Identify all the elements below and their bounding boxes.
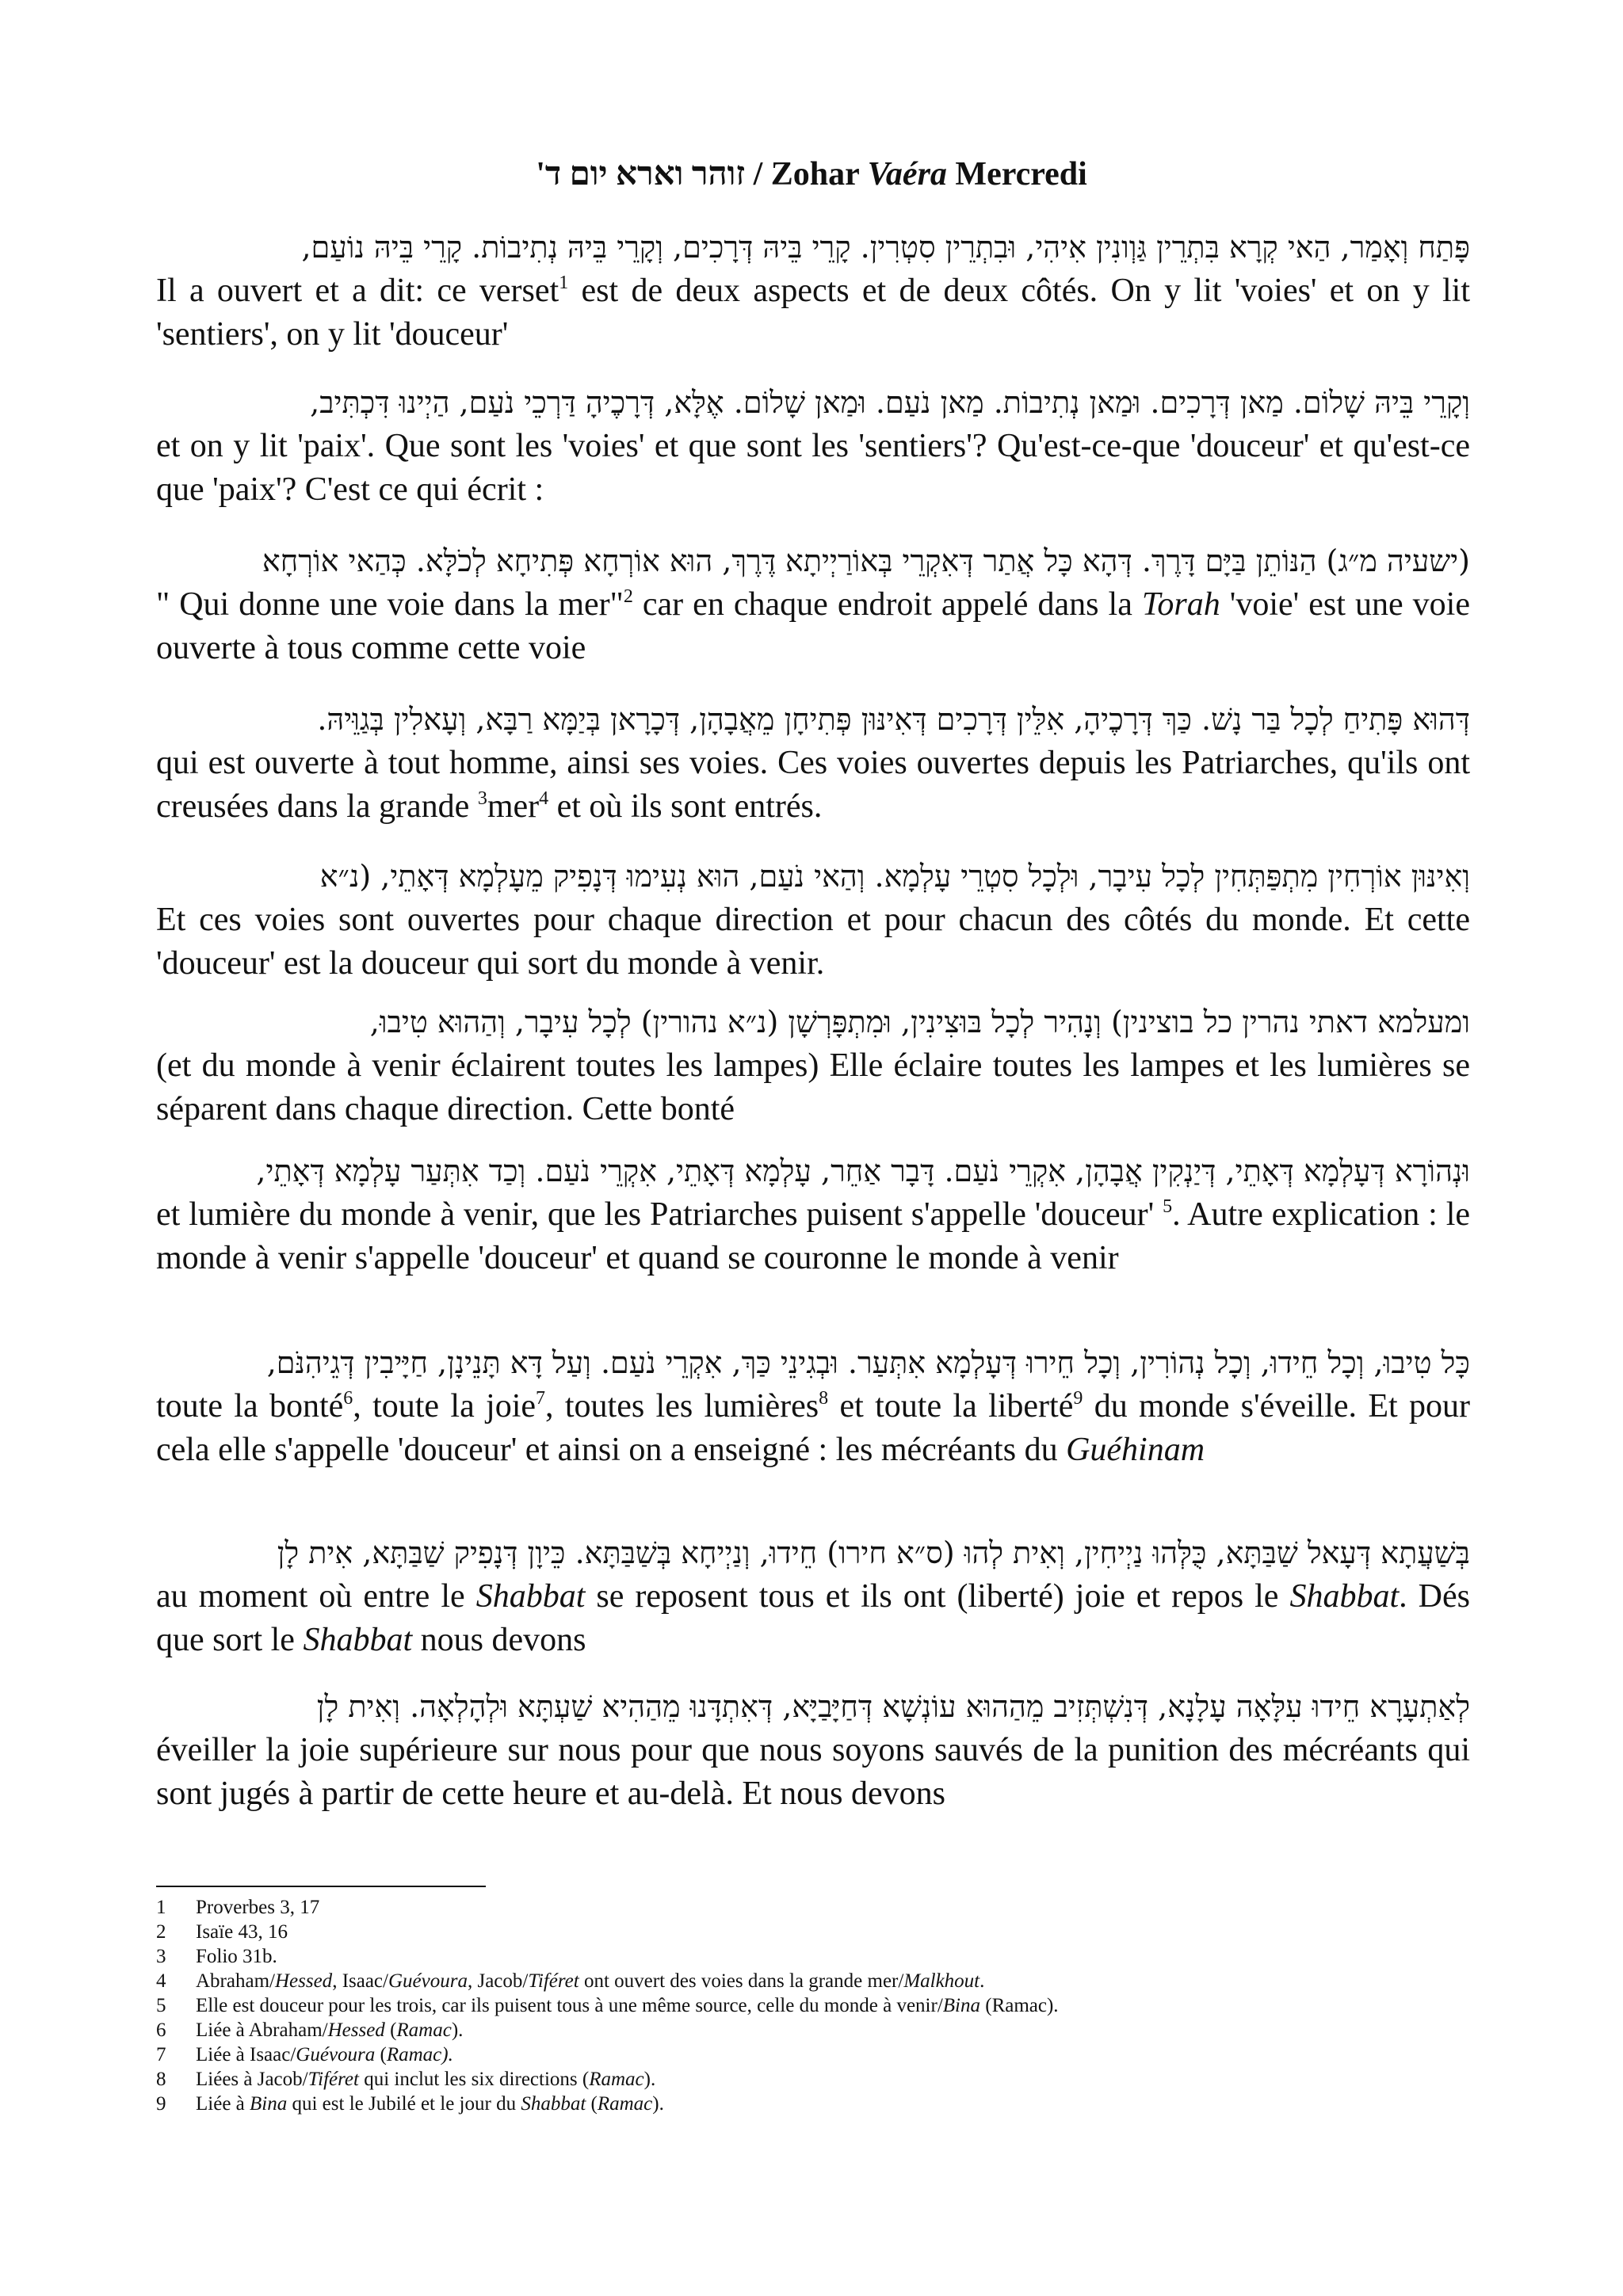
text-run: et toute la liberté (828, 1388, 1074, 1425)
text-run: Liée à Isaac/ (196, 2044, 296, 2065)
french-paragraph (156, 583, 1470, 670)
text-run: , toute la joie (353, 1388, 537, 1425)
italic-term: Shabbat (303, 1622, 413, 1658)
italic-term: Torah (1141, 586, 1220, 623)
italic-term: Bina (942, 1995, 980, 2016)
hebrew-line: כָּל טִיבוּ, וְכָל חֵידוּ, וְכָל נְהוֹרִין, וְכָל חֵירוּ דְּעָלְמָא אִתְּעַר. וּבְגִינֵי כַּךְ, אִקְרֵי נֹעַם. וְעַל דָּא תָּנֵינָן, חַיָּיבִין דְּגֵיהִנֹּם, (266, 1345, 1470, 1380)
footnote (156, 2042, 1470, 2067)
text-run: , Jacob/ (467, 1970, 529, 1992)
footnote (156, 1944, 1470, 1969)
footnote-ref[interactable]: 7 (536, 1388, 546, 1409)
text-run: , Isaac/ (332, 1970, 388, 1992)
text-run: ). (451, 2019, 464, 2041)
footnote-ref[interactable]: 5 (1163, 1196, 1173, 1217)
french-paragraph (156, 1193, 1470, 1280)
text-run: Isaïe 43, 16 (196, 1921, 288, 1943)
section-4 (156, 697, 1470, 829)
footnote (156, 1920, 1470, 1944)
footnote (156, 1895, 1470, 1920)
italic-term: Shabbat (475, 1578, 586, 1615)
footnote-text (196, 2042, 453, 2067)
text-run: se reposent tous et ils ont (liberté) joie et repos le (585, 1578, 1290, 1615)
footnote (156, 1993, 1470, 2018)
french-paragraph (156, 742, 1470, 829)
text-run: car en chaque endroit appelé dans la (632, 586, 1142, 623)
italic-term: Ramac). (386, 2044, 453, 2065)
text-run: Proverbes 3, 17 (196, 1897, 320, 1918)
title-prefix: Zohar (770, 156, 868, 193)
title-suffix: Mercredi (946, 156, 1087, 193)
italic-term: Hessed (327, 2019, 385, 2041)
text-run: éveiller la joie supérieure sur nous pour que nous soyons sauvés de la punition des mécréants qui sont jugés à partir de cette heure et au-delà. Et nous devons (156, 1732, 1470, 1812)
text-run: est de deux aspects et de deux côtés. On y lit 'voies' et on y lit 'sentiers', on y lit 'douceur' (156, 273, 1470, 353)
text-run: Folio 31b. (196, 1946, 277, 1967)
text-run: au moment où entre le (156, 1578, 476, 1615)
text-run: qui inclut les six directions ( (358, 2069, 590, 2090)
text-run: Liée à Abraham/ (196, 2019, 328, 2041)
text-run: ). (643, 2069, 656, 2090)
text-run: . (980, 1970, 985, 1992)
section-1 (156, 225, 1470, 357)
footnote-number: 9 (156, 2093, 166, 2115)
footnotes (156, 1895, 1470, 2116)
french-paragraph (156, 269, 1470, 357)
italic-term: Hessed (274, 1970, 333, 1992)
footnote-separator (156, 1886, 486, 1887)
text-run: qui est le Jubilé et le jour du (287, 2093, 521, 2115)
footnote-number: 5 (156, 1995, 166, 2016)
footnote-text (196, 1969, 984, 1993)
section-8 (156, 1341, 1470, 1472)
italic-term: Shabbat (1289, 1578, 1400, 1615)
text-run: 'voie' est une voie ouverte à tous comme cette voie (156, 586, 1470, 666)
text-run: (et du monde à venir éclairent toutes les lampes) Elle éclaire toutes les lampes et les lumières se séparent dans chaque direction. Cette bonté (156, 1047, 1470, 1127)
footnote-text (196, 1944, 277, 1969)
hebrew-line: לְאַתְעָרָא חֵידוּ עִלָּאָה עָלָנָא, דְּנִשְׁתְּזִיב מֵהַהוּא עוֹנְשָׁא דְּחַיָּבַיָּא, דְּאִתְדָּנוּ מֵהַהִיא שַׁעְתָּא וּלְהָלְאָה. וְאִית לָן (316, 1689, 1470, 1724)
footnote-text (196, 1993, 1059, 2018)
title-hebrew: זוהר וארא יום ד' (536, 156, 746, 193)
hebrew-line: (ישעיה מ״ג) הַנּוֹתֵן בַּיָּם דָּרֶךְ. דְּהָא כָּל אֲתַר דְּאִקְרֵי בְּאוֹרַיְיתָא דֶּרֶךְ, הוּא אוֹרְחָא פְּתִיחָא לְכֹלָּא. כְּהַאי אוֹרְחָא (262, 543, 1470, 578)
text-run: toute la bonté (156, 1388, 344, 1425)
footnote-number: 4 (156, 1970, 166, 1992)
footnote-text (196, 2092, 664, 2116)
text-run: qui est ouverte à tout homme, ainsi ses voies. Ces voies ouvertes depuis les Patriarches, qu'ils ont creusées dans la grande (156, 745, 1470, 825)
footnote-number: 2 (156, 1921, 166, 1943)
text-run: et lumière du monde à venir, que les Patriarches puisent s'appelle 'douceur' (156, 1196, 1163, 1233)
french-paragraph (156, 1385, 1470, 1472)
text-run: et où ils sont entrés. (548, 788, 823, 825)
italic-term: Ramac (396, 2019, 452, 2041)
footnote (156, 1969, 1470, 1993)
footnote (156, 2067, 1470, 2092)
italic-term: Ramac (589, 2069, 644, 2090)
italic-term: Guévoura (388, 1970, 468, 1992)
footnote (156, 2092, 1470, 2116)
footnote-text (196, 1895, 319, 1920)
hebrew-line: פָּתַח וְאָמַר, הַאי קְרָא בִּתְרֵין גַּוְונִין אִיהִי, וּבִתְרֵין סִטְרִין. קָרֵי בֵּיהּ דְּרָכִים, וְקָרֵי בֵּיהּ נְתִיבוֹת. קָרֵי בֵּיהּ נוֹעַם, (301, 230, 1470, 265)
footnote-ref[interactable]: 1 (559, 273, 569, 293)
text-run: Il a ouvert et a dit: ce verset (156, 273, 559, 309)
french-paragraph (156, 1044, 1470, 1131)
footnote (156, 2018, 1470, 2042)
footnote-text (196, 2067, 655, 2092)
footnote-ref[interactable]: 2 (623, 586, 633, 607)
italic-term: Guévoura (296, 2044, 376, 2065)
section-7 (156, 1149, 1470, 1280)
section-2 (156, 380, 1470, 512)
footnote-ref[interactable]: 3 (477, 788, 487, 809)
italic-term: Bina (250, 2093, 288, 2115)
hebrew-line: ומעלמא דאתי נהרין כל בוצינין) וְנָהִיר לְכָל בּוּצִינִין, וּמִתְפָּרְשָׁן (נ״א נהורין) לְכָל עִיבָר, וְהַהוּא טִיבוּ, (369, 1005, 1470, 1039)
title-italic: Vaéra (867, 156, 947, 193)
french-paragraph (156, 425, 1470, 512)
french-paragraph (156, 1729, 1470, 1816)
footnote-text (196, 1920, 288, 1944)
text-run: Elle est douceur pour les trois, car ils puisent tous à une même source, celle du monde à venir/ (196, 1995, 943, 2016)
section-5 (156, 854, 1470, 986)
section-9 (156, 1531, 1470, 1662)
text-run: nous devons (412, 1622, 586, 1658)
hebrew-line: וְקָרֵי בֵּיהּ שָׁלוֹם. מַאן דְּרָכִים. וּמַאן נְתִיבוֹת. מַאן נֹעַם. וּמַאן שָׁלוֹם. אֶלָּא, דְּרָכֶיהָ דַּרְכֵי נֹעַם, הַיְינוּ דִּכְתִּיב, (310, 385, 1470, 420)
italic-term: Guéhinam (1066, 1432, 1205, 1468)
text-run: ( (375, 2044, 387, 2065)
footnote-ref[interactable]: 8 (819, 1388, 829, 1409)
text-run: . Autre explication : le monde à venir s'appelle 'douceur' et quand se couronne le monde à venir (156, 1196, 1471, 1276)
text-run: ( (384, 2019, 397, 2041)
text-run: ). (652, 2093, 664, 2115)
footnote-text (196, 2018, 463, 2042)
text-run: du monde s'éveille. Et pour cela elle s'appelle 'douceur' et ainsi on a enseigné : les mécréants du (156, 1388, 1470, 1468)
french-paragraph (156, 898, 1470, 986)
hebrew-line: וּנְהוֹרָא דְּעָלְמָא דְּאָתֵי, דְּיַנְקִין אֲבָהָן, אִקְרֵי נֹעַם. דָּבָר אַחֵר, עָלְמָא דְּאָתֵי, אִקְרֵי נֹעַם. וְכַד אִתְּעַר עָלְמָא דְּאָתֵי, (256, 1154, 1470, 1188)
text-run: Liée à (196, 2093, 250, 2115)
italic-term: Ramac (597, 2093, 653, 2115)
page-title (0, 155, 1623, 193)
footnote-number: 8 (156, 2069, 166, 2090)
footnote-ref[interactable]: 4 (539, 788, 549, 809)
text-run: ( (586, 2093, 598, 2115)
footnote-number: 1 (156, 1897, 166, 1918)
hebrew-line: דְּהוּא פָּתִיחַ לְכָל בַּר נָשׁ. כַּךְ דְּרָכֶיהָ, אִלֵּין דְּרָכִים דְּאִינּוּן פְּתִיחָן מֵאֲבָהָן, דְּכָרָאן בְּיַמָּא רַבָּא, וְעָאלִין בְּגַוֵּיהּ. (317, 702, 1470, 737)
text-run: Abraham/ (196, 1970, 275, 1992)
footnote-ref[interactable]: 9 (1073, 1388, 1083, 1409)
text-run: . Dés que sort le (156, 1578, 1470, 1658)
italic-term: Shabbat (521, 2093, 586, 2115)
text-run: Liées à Jacob/ (196, 2069, 308, 2090)
text-run: et on y lit 'paix'. Que sont les 'voies' et que sont les 'sentiers'? Qu'est-ce-que 'douceur' et qu'est-ce que 'paix'? C'est ce qui écrit : (156, 428, 1470, 508)
italic-term: Tiféret (307, 2069, 359, 2090)
footnote-number: 7 (156, 2044, 166, 2065)
italic-term: Malkhout (903, 1970, 980, 1992)
section-3 (156, 539, 1470, 670)
title-separator: / (745, 156, 771, 193)
text-run: ont ouvert des voies dans la grande mer/ (579, 1970, 904, 1992)
text-run: Et ces voies sont ouvertes pour chaque direction et pour chacun des côtés du monde. Et cette 'douceur' est la douceur qui sort du monde à venir. (156, 902, 1470, 982)
footnote-ref[interactable]: 6 (343, 1388, 353, 1409)
section-10 (156, 1684, 1470, 1816)
text-run: (Ramac). (980, 1995, 1059, 2016)
text-run: " Qui donne une voie dans la mer" (156, 586, 624, 623)
section-6 (156, 1000, 1470, 1131)
french-paragraph (156, 1575, 1470, 1662)
italic-term: Tiféret (528, 1970, 579, 1992)
hebrew-line: וְאִינּוּן אוֹרְחִין מִתְפַּתְּחִין לְכָל עִיבָר, וּלְכָל סִטְרֵי עָלְמָא. וְהַאי נֹעַם, הוּא נְעִימוּ דְּנָפִיק מֵעָלְמָא דְּאָתֵי, (נ״א (319, 859, 1470, 894)
hebrew-line: בְּשַׁעֲתָא דְּעָאל שַׁבַּתָּא, כֻּלְּהוּ נַיְיחִין, וְאִית לְהוּ (ס״א חירו) חֵידוּ, וְנַיְיחָא בְּשַׁבַּתָּא. כֵּיוָן דְּנָפִיק שַׁבַּתָּא, אִית לָן (277, 1535, 1470, 1570)
footnote-number: 3 (156, 1946, 166, 1967)
text-run: , toutes les lumières (545, 1388, 819, 1425)
text-run: mer (487, 788, 540, 825)
footnote-number: 6 (156, 2019, 166, 2041)
